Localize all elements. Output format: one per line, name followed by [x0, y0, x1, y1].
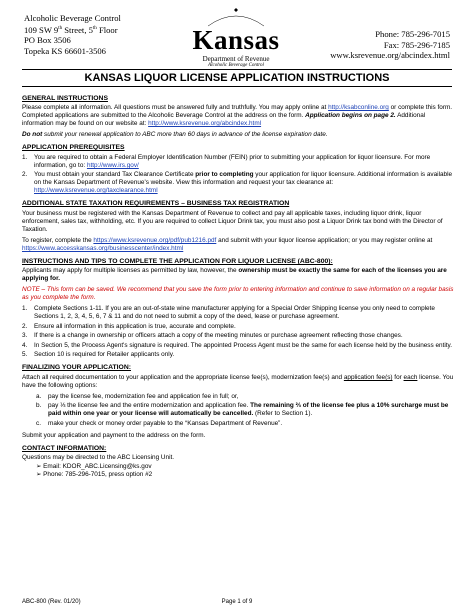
option-item	[22, 393, 454, 401]
ksabconline-link[interactable]: http://ksabconline.org	[328, 104, 389, 112]
header-rule-top	[22, 69, 452, 70]
text: Federal Employer Identification Number (FEIN) prior to submitting your application for liquor licensure. For more information, go to:	[34, 153, 431, 169]
contact-email	[22, 463, 454, 471]
website-line[interactable]: www.ksrevenue.org/abcindex.html	[330, 50, 450, 61]
list-item	[22, 154, 454, 170]
section-heading-tax: ADDITIONAL STATE TAXATION REQUIREMENTS – BUSINESS TAX REGISTRATION	[22, 200, 290, 208]
submit-paragraph: Submit your application and payment to the address on the form.	[22, 431, 206, 439]
fax-line: Fax: 785-296-7185	[383, 39, 450, 50]
item-number: 1.	[22, 305, 28, 313]
item-text: In Section 5, the Process Agent's signature is required. The appointed Process Agent must be the same for each license held by the business entity.	[34, 341, 453, 349]
text: To register, complete the	[22, 236, 94, 244]
kansas-logo	[186, 8, 286, 70]
save-note: NOTE – This form can be saved. We recommend that you save the form prior to entering information and continue to save information on a regular basis as you complete the form.	[22, 286, 454, 302]
agency-address	[24, 13, 121, 56]
address-line: Topeka KS 66601-3506	[24, 45, 106, 56]
page-number: Page 1 of 9	[221, 599, 253, 605]
list-item	[22, 323, 454, 331]
text: submit your renewal application to ABC more than 60 days in advance of the license expiration date.	[42, 131, 328, 139]
item-text: Section 10 is required for Retailer applicants only.	[34, 351, 175, 359]
text: and submit with your liquor license application; or you may register online at	[216, 236, 433, 244]
text: Additional information may be found on our website at:	[22, 112, 426, 128]
text: or complete this form. Completed applications are submitted to the Alcoholic Beverage Control at the address on the form.	[22, 104, 453, 120]
option-letter: c.	[36, 419, 41, 427]
text: Attach all required documentation to your application and the appropriate license fee(s), modernization fee(s) and	[22, 373, 344, 381]
abcindex-link[interactable]: http://www.ksrevenue.org/abcindex.html	[148, 120, 262, 128]
section-heading-tips: INSTRUCTIONS AND TIPS TO COMPLETE THE APPLICATION FOR LIQUOR LICENSE (ABC-800):	[22, 257, 333, 265]
item-number: 5.	[22, 351, 28, 359]
text: pay ⅓ the license fee and the entire modernization and application fee.	[48, 402, 251, 410]
phone-line: Phone: 785-296-7015	[375, 29, 450, 39]
section-heading-finalize: FINALIZING YOUR APPLICATION:	[22, 364, 131, 372]
accesskansas-link[interactable]: https://www.accesskansas.org/businesscenter/index.html	[22, 244, 184, 252]
arrow-bullet-icon: ➢	[36, 471, 44, 479]
text: make your check or money order payable to the “Kansas Department of Revenue”.	[48, 419, 283, 427]
tips-paragraph	[22, 267, 454, 283]
list-item	[22, 332, 454, 340]
page-title: KANSAS LIQUOR LICENSE APPLICATION INSTRUCTIONS	[84, 72, 390, 84]
tax-clearance-link[interactable]: http://www.ksrevenue.org/taxclearance.html	[34, 187, 158, 195]
text: Applicants may apply for multiple licenses as permitted by law, however, the	[22, 267, 239, 275]
item-number: 2.	[22, 171, 28, 179]
text: (Refer to Section 1).	[253, 410, 313, 418]
item-number: 2.	[22, 322, 28, 330]
option-item	[22, 420, 454, 428]
item-number: 1.	[22, 153, 28, 161]
text: for	[392, 373, 404, 381]
section-heading-general: GENERAL INSTRUCTIONS	[22, 95, 108, 102]
text: pay the license fee, modernization fee and application fee in full; or,	[48, 392, 239, 400]
text: Do not	[22, 131, 43, 139]
text[interactable]: Email: KDOR_ABC.Licensing@ks.gov	[43, 463, 152, 471]
text: Phone: 785-296-7015, press option #2	[43, 471, 153, 479]
agency-contact	[330, 29, 450, 61]
text: Please complete all information. All questions must be answered fully and truthfully. You may apply online at	[22, 104, 329, 112]
text: prior to completing	[195, 171, 254, 179]
text: You are required to obtain a	[34, 153, 115, 161]
text: license. You have the following options:	[22, 373, 454, 389]
text: your application for liquor licensure. Additional information is available on the Kansas Department of Revenue's website. View this information and request your tax clearance at:	[34, 171, 453, 187]
pub1216-link[interactable]: https://www.ksrevenue.org/pdf/pub1216.pdf	[93, 236, 217, 244]
list-item	[22, 342, 454, 350]
text: application fee(s)	[343, 373, 393, 381]
address-line: PO Box 3506	[24, 35, 71, 46]
text: Application begins on page 2.	[305, 112, 396, 120]
general-paragraph	[22, 104, 454, 128]
list-item	[22, 351, 454, 359]
tips-list	[22, 305, 454, 359]
contact-phone	[22, 471, 454, 479]
text: The remaining ⅔ of the license fee plus a 10% surcharge must be paid within one year or your license will automatically be cancelled.	[48, 402, 449, 418]
list-item	[22, 305, 454, 321]
form-number: ABC-800 (Rev. 01/20)	[22, 599, 81, 605]
section-heading-prereq: APPLICATION PREREQUISITES	[22, 144, 125, 152]
address-line: 109 SW 9th Street, 5th Floor	[24, 24, 118, 35]
text: ownership must be exactly the same for each of the licenses you are applying for.	[22, 267, 447, 283]
address-line: Alcoholic Beverage Control	[24, 13, 121, 23]
logo-department: Department of Revenue	[202, 55, 270, 63]
register-paragraph	[22, 237, 454, 253]
tax-paragraph: Your business must be registered with the Kansas Department of Revenue to collect and pay all applicable taxes, including liquor drink, liquor enforcement, sales tax, withholding, etc. If you are required to collect Liquor Drink tax, you must also post a Liquor Drink tax bond with the Director of Taxation.	[22, 209, 443, 233]
item-number: 4.	[22, 341, 28, 349]
option-letter: b.	[36, 402, 42, 410]
header-rule-bottom	[22, 86, 452, 87]
renewal-note	[22, 131, 454, 139]
list-item	[22, 171, 454, 195]
item-text: Complete Sections 1-11. If you are an out-of-state wine manufacturer applying for a Special Order Shipping license you only need to complete Sections 1, 2, 3, 4, 5, 6, 7 & 11 and do not need to submit a copy of the deed, lease or purchase agreement.	[34, 305, 435, 321]
item-text: If there is a change in ownership or officers attach a copy of the meeting minutes or purchase agreement reflecting those changes.	[34, 332, 403, 340]
item-text: Ensure all information in this application is true, accurate and complete.	[34, 322, 236, 330]
option-item	[22, 402, 454, 418]
contact-paragraph: Questions may be directed to the ABC Licensing Unit.	[22, 454, 175, 462]
text: each	[403, 373, 418, 381]
irs-link[interactable]: http://www.irs.gov/	[86, 161, 139, 169]
section-heading-contact: CONTACT INFORMATION:	[22, 444, 107, 452]
finalize-paragraph	[22, 374, 454, 390]
arrow-bullet-icon: ➢	[36, 463, 44, 471]
logo-name: Kansas	[192, 25, 280, 55]
text: You must obtain your standard Tax Clearance Certificate	[34, 171, 196, 179]
item-number: 3.	[22, 332, 28, 340]
logo-division: Alcoholic Beverage Control	[208, 63, 264, 68]
instructions-body	[22, 90, 454, 479]
option-letter: a.	[36, 392, 42, 400]
